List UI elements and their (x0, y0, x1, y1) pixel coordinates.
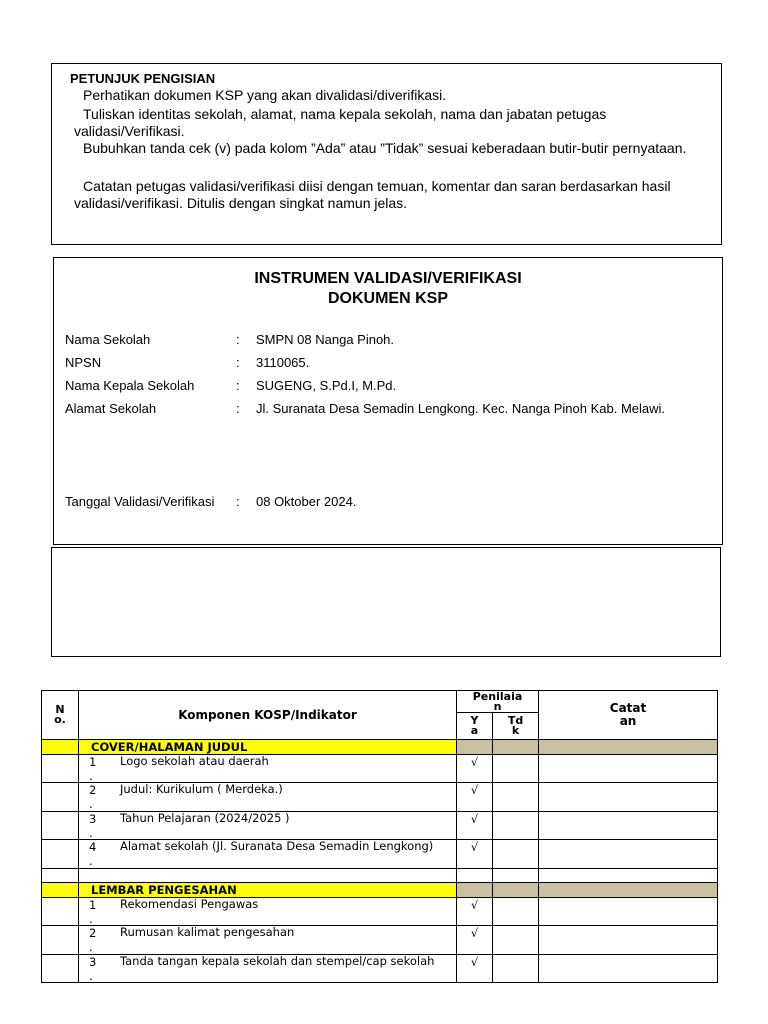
instrumen-title: INSTRUMEN VALIDASI/VERIFIKASI (254, 270, 522, 287)
petunjuk-box (51, 63, 722, 245)
header-catatan: Catat an (539, 691, 718, 740)
row-indicator: Rekomendasi Pengawas (120, 897, 259, 911)
petunjuk-paragraph-3: Bubuhkan tanda cek (v) pada kolom ”Ada” atau ”Tidak” sesuai keberadaan butir-butir pernyataan. (83, 140, 687, 156)
field-colon: : (236, 332, 240, 347)
row-number: 2 . (89, 783, 97, 811)
row-indicator: Judul: Kurikulum ( Merdeka.) (120, 782, 283, 796)
field-label-npsn: NPSN (65, 355, 102, 370)
petunjuk-paragraph-1: Perhatikan dokumen KSP yang akan divalidasi/diverifikasi. (83, 87, 447, 103)
header-no: N o. (42, 691, 79, 740)
row-indicator: Alamat sekolah (Jl. Suranata Desa Semadin Lengkong) (120, 839, 434, 853)
check-mark: √ (457, 783, 493, 812)
field-colon: : (236, 378, 240, 393)
row-number: 1 . (89, 898, 97, 926)
field-value-nama-sekolah: SMPN 08 Nanga Pinoh. (256, 332, 395, 347)
row-indicator: Tanda tangan kepala sekolah dan stempel/cap sekolah (120, 954, 435, 968)
ksp-validation-table (41, 690, 718, 983)
field-label-tanggal: Tanggal Validasi/Verifikasi (65, 494, 215, 509)
instrumen-box (53, 257, 723, 545)
section-row-cover (42, 740, 718, 755)
check-mark: √ (457, 955, 493, 983)
field-label-kepala-sekolah: Nama Kepala Sekolah (65, 378, 195, 393)
empty-notes-box (51, 547, 721, 657)
section-title-cover: COVER/HALAMAN JUDUL (79, 740, 457, 755)
field-colon: : (236, 355, 240, 370)
header-penilaian: Penilaia n (457, 691, 539, 713)
row-number: 4 . (89, 840, 97, 868)
header-tdk: Td k (493, 713, 539, 740)
table-row (42, 898, 718, 926)
row-indicator: Rumusan kalimat pengesahan (120, 925, 295, 939)
table-row (42, 812, 718, 840)
check-mark: √ (457, 926, 493, 955)
section-title-pengesahan: LEMBAR PENGESAHAN (79, 883, 457, 898)
table-row (42, 840, 718, 869)
check-mark: √ (457, 898, 493, 926)
table-row (42, 783, 718, 812)
table-row-blank (42, 869, 718, 883)
field-label-alamat-sekolah: Alamat Sekolah (65, 401, 157, 416)
row-number: 2 . (89, 926, 97, 954)
field-value-tanggal: 08 Oktober 2024. (256, 494, 357, 509)
check-mark: √ (457, 812, 493, 840)
row-number: 1 . (89, 755, 97, 783)
petunjuk-paragraph-4: Catatan petugas validasi/verifikasi diisi dengan temuan, komentar dan saran berdasarkan hasil validasi/verifikasi. Ditulis dengan singkat namun jelas. (74, 178, 671, 211)
field-value-kepala-sekolah: SUGENG, S.Pd.I, M.Pd. (256, 378, 397, 393)
table-row (42, 926, 718, 955)
header-komponen: Komponen KOSP/Indikator (79, 691, 457, 740)
row-number: 3 . (89, 812, 97, 840)
petunjuk-heading: PETUNJUK PENGISIAN (70, 71, 216, 86)
field-colon: : (236, 494, 240, 509)
field-value-npsn: 3110065. (256, 355, 310, 370)
table-row (42, 755, 718, 783)
field-label-nama-sekolah: Nama Sekolah (65, 332, 151, 347)
row-indicator: Tahun Pelajaran (2024/2025 ) (120, 811, 290, 825)
table-row (42, 955, 718, 983)
petunjuk-paragraph-2: Tuliskan identitas sekolah, alamat, nama kepala sekolah, nama dan jabatan petugas validasi/Verifikasi. (74, 106, 607, 139)
row-number: 3 . (89, 955, 97, 983)
check-mark: √ (457, 755, 493, 783)
header-ya: Y a (457, 713, 493, 740)
field-colon: : (236, 401, 240, 416)
instrumen-subtitle: DOKUMEN KSP (327, 290, 448, 307)
row-indicator: Logo sekolah atau daerah (120, 754, 269, 768)
section-row-pengesahan (42, 883, 718, 898)
field-value-alamat-sekolah: Jl. Suranata Desa Semadin Lengkong. Kec. Nanga Pinoh Kab. Melawi. (256, 401, 666, 416)
check-mark: √ (457, 840, 493, 869)
